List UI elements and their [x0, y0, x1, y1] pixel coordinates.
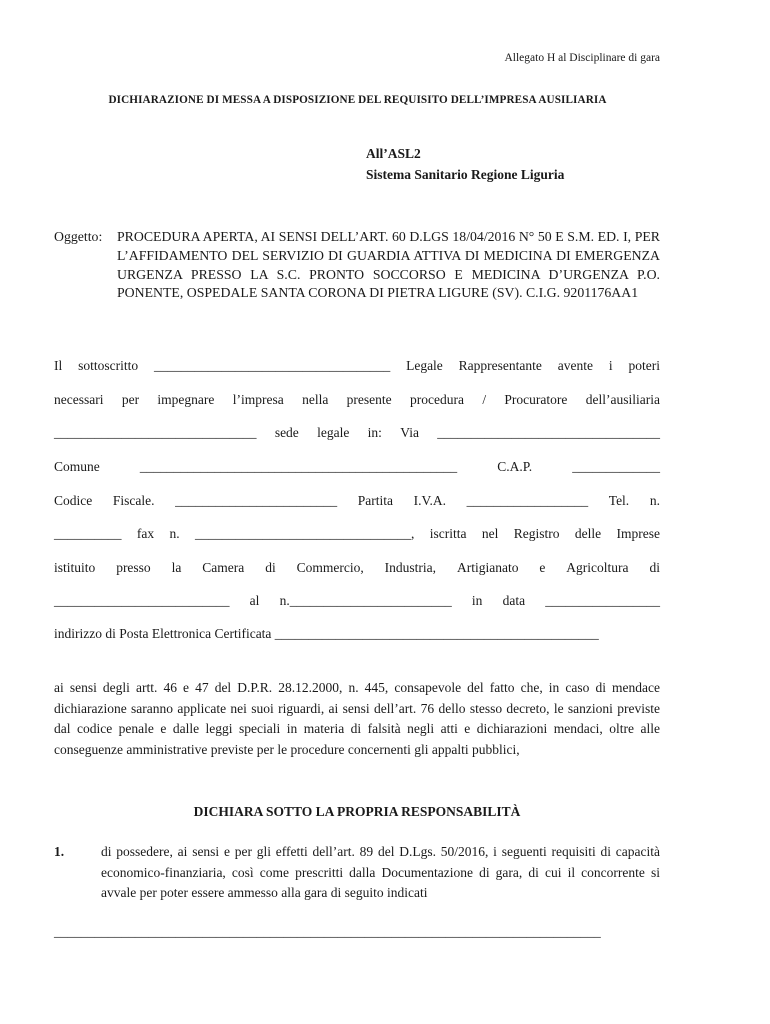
- form-word: legale: [317, 425, 350, 440]
- form-line-5: [54, 493, 660, 509]
- form-word[interactable]: _______________________________________________: [139, 459, 458, 474]
- form-line-7: [54, 560, 660, 576]
- form-word: /: [482, 392, 487, 407]
- form-word: n.: [169, 526, 180, 541]
- form-word: sede: [274, 425, 299, 440]
- form-line-3: [54, 425, 660, 441]
- form-word: per: [121, 392, 140, 407]
- form-word: Imprese: [616, 526, 660, 541]
- form-word: data: [502, 593, 526, 608]
- declares-heading: DICHIARA SOTTO LA PROPRIA RESPONSABILITÀ: [193, 804, 521, 819]
- form-word: Agricoltura: [566, 560, 629, 575]
- subject-label: Oggetto:: [54, 229, 103, 244]
- form-word: nella: [302, 392, 329, 407]
- form-word: Codice: [54, 493, 93, 508]
- form-word: Tel.: [608, 493, 630, 508]
- form-line-1: [54, 358, 660, 374]
- form-word: dell’ausiliaria: [585, 392, 660, 407]
- form-word: al: [249, 593, 260, 608]
- item-1-text: di possedere, ai sensi e per gli effetti dell’art. 89 del D.Lgs. 50/2016, i seguenti requisiti di capacità economico-finanziaria, così come prescritti dalla Documentazione di gara, di cui il concorrente si avvale per poter essere ammesso alla gara di seguito indicati: [101, 844, 660, 901]
- form-word[interactable]: ________________________________,: [195, 526, 415, 541]
- form-word[interactable]: _________________: [545, 593, 660, 608]
- item-1-number: 1.: [54, 844, 65, 859]
- blank-fill-line: _________________________________________________________________________________: [54, 924, 601, 939]
- form-word: fax: [136, 526, 155, 541]
- form-word: iscritta: [429, 526, 467, 541]
- subject-text: PROCEDURA APERTA, AI SENSI DELL’ART. 60 D.LGS 18/04/2016 N° 50 E S.M. ED. I, PER L’AFFIDAMENTO DEL SERVIZIO DI GUARDIA ATTIVA DI MEDICINA DI EMERGENZA URGENZA PRESSO LA S.C. PRONTO SOCCORSO E MEDICINA D’URGENZA P.O. PONENTE, OSPEDALE SANTA CORONA DI PIETRA LIGURE (SV). C.I.G. 9201176AA1: [117, 229, 660, 301]
- form-line-6: [54, 526, 660, 542]
- form-word: nel: [481, 526, 499, 541]
- form-word: poteri: [628, 358, 660, 373]
- form-word: necessari: [54, 392, 104, 407]
- form-word: Rappresentante: [458, 358, 542, 373]
- form-word: i: [608, 358, 613, 373]
- form-word[interactable]: n.________________________: [279, 593, 452, 608]
- form-word[interactable]: ___________________________________: [153, 358, 391, 373]
- subject-block: [54, 228, 660, 303]
- document-title: DICHIARAZIONE DI MESSA A DISPOSIZIONE DEL REQUISITO DELL’IMPRESA AUSILIARIA: [108, 94, 607, 106]
- form-line-4: [54, 459, 660, 475]
- form-word: Registro: [513, 526, 560, 541]
- form-word[interactable]: ________________________: [175, 493, 338, 508]
- form-word: Comune: [54, 459, 100, 474]
- form-word: C.A.P.: [497, 459, 533, 474]
- form-word: Via: [400, 425, 419, 440]
- form-word: impegnare: [157, 392, 215, 407]
- form-word: avente: [557, 358, 593, 373]
- form-word[interactable]: __________: [54, 526, 122, 541]
- form-word: l’impresa: [232, 392, 284, 407]
- form-word: istituito: [54, 560, 96, 575]
- recipient-line-2: Sistema Sanitario Regione Liguria: [366, 167, 565, 182]
- form-word: di: [649, 560, 660, 575]
- form-word: n.: [649, 493, 660, 508]
- form-word: Legale: [406, 358, 443, 373]
- form-word: procedura: [410, 392, 464, 407]
- form-word: Il: [54, 358, 63, 373]
- form-word: in: [471, 593, 483, 608]
- form-word: in:: [367, 425, 382, 440]
- form-word: Industria,: [384, 560, 437, 575]
- form-word: Camera: [202, 560, 245, 575]
- form-word: Fiscale.: [112, 493, 155, 508]
- form-word[interactable]: _________________________________: [437, 425, 660, 440]
- form-word: di: [265, 560, 276, 575]
- form-word: Artigianato: [456, 560, 519, 575]
- form-line-8: [54, 593, 660, 609]
- declaration-paragraph: ai sensi degli artt. 46 e 47 del D.P.R. 28.12.2000, n. 445, consapevole del fatto che, in caso di mendace dichiarazione saranno applicate nei suoi riguardi, ai sensi dell’art. 76 dello stesso decreto, le sanzioni previste dal codice penale e dalle leggi speciali in materia di falsità negli atti e dichiarazioni mendaci, oltre alle conseguenze amministrative previste per le procedure concernenti gli appalti pubblici,: [54, 680, 660, 757]
- form-word: presso: [116, 560, 151, 575]
- form-word: Partita: [357, 493, 393, 508]
- form-word[interactable]: __________________: [466, 493, 589, 508]
- pec-line: indirizzo di Posta Elettronica Certificata ________________________________________________: [54, 626, 599, 641]
- form-word[interactable]: __________________________: [54, 593, 230, 608]
- attachment-label: Allegato H al Disciplinare di gara: [504, 52, 660, 64]
- form-word: la: [171, 560, 182, 575]
- form-word: Commercio,: [296, 560, 364, 575]
- form-word: e: [539, 560, 546, 575]
- form-word: presente: [346, 392, 392, 407]
- form-word[interactable]: ______________________________: [54, 425, 257, 440]
- form-word: I.V.A.: [413, 493, 447, 508]
- form-word[interactable]: _____________: [572, 459, 660, 474]
- recipient-line-1: All’ASL2: [366, 146, 421, 161]
- form-word: sottoscritto: [78, 358, 139, 373]
- form-word: delle: [574, 526, 602, 541]
- form-line-2: [54, 392, 660, 408]
- form-word: Procuratore: [504, 392, 568, 407]
